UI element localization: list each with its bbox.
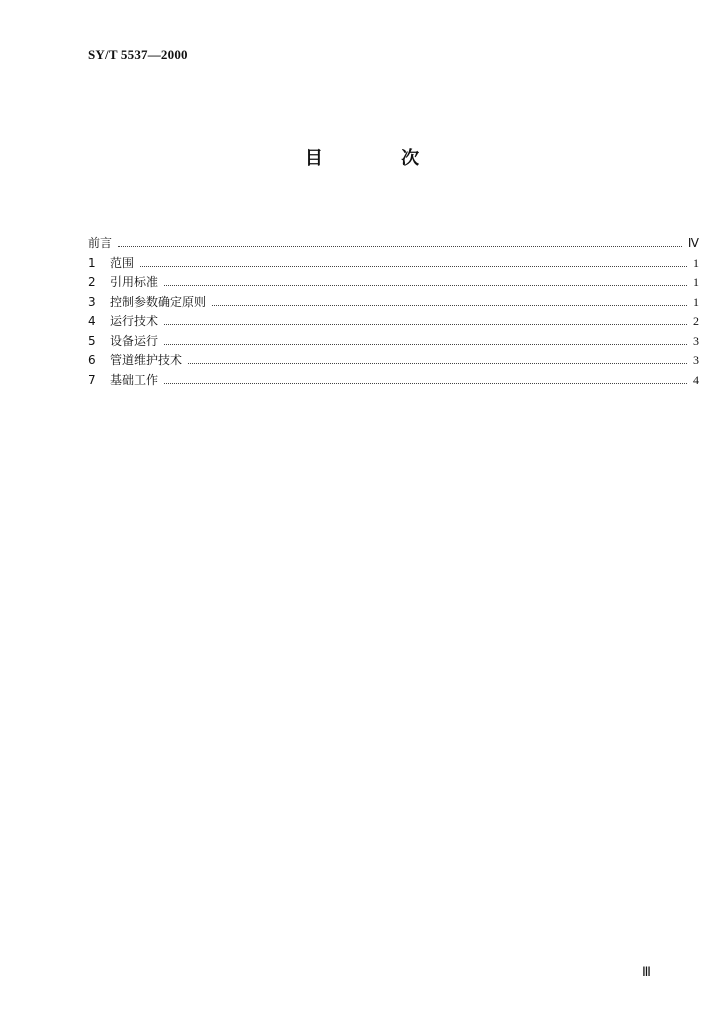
toc-entry-number: 3 — [88, 294, 96, 309]
dot-leader — [164, 323, 687, 325]
toc-entry-4[interactable] — [88, 312, 699, 332]
toc-entry-page: 2 — [693, 314, 699, 328]
toc-entry-label: 引用标准 — [110, 275, 159, 289]
toc-entry-label: 基础工作 — [110, 372, 159, 387]
toc-entry-number: 6 — [88, 353, 96, 367]
page-title: 目 次 — [304, 148, 456, 169]
toc-entry-page: 3 — [693, 353, 699, 367]
toc-entry-label: 设备运行 — [110, 333, 159, 348]
dot-leader — [140, 265, 687, 267]
toc-entry-number: 4 — [88, 314, 96, 328]
toc-entry-1[interactable] — [88, 254, 699, 274]
dot-leader — [212, 304, 687, 306]
toc-entry-label: 前言 — [88, 236, 113, 250]
toc-entry-label: 运行技术 — [110, 314, 159, 328]
toc-entry-preface[interactable] — [88, 234, 699, 254]
toc-entry-3[interactable] — [88, 293, 699, 313]
toc-entry-label: 管道维护技术 — [110, 353, 183, 367]
toc-entry-page: 3 — [693, 333, 699, 348]
toc-entry-page: 4 — [693, 372, 699, 387]
standard-code: SY/T 5537—2000 — [88, 47, 188, 62]
toc-entry-number: 2 — [88, 275, 96, 289]
dot-leader — [164, 382, 687, 384]
toc-entry-number: 7 — [88, 372, 96, 387]
toc-entry-6[interactable] — [88, 351, 699, 371]
toc-entry-7[interactable] — [88, 371, 699, 391]
dot-leader — [188, 362, 687, 364]
dot-leader — [118, 245, 682, 247]
toc-entry-page: Ⅳ — [687, 236, 699, 250]
dot-leader — [164, 284, 687, 286]
table-of-contents — [88, 234, 699, 390]
toc-entry-5[interactable] — [88, 332, 699, 352]
toc-entry-2[interactable] — [88, 273, 699, 293]
toc-entry-page: 1 — [693, 294, 699, 309]
toc-entry-label: 范围 — [110, 255, 135, 270]
dot-leader — [164, 343, 687, 345]
toc-entry-label: 控制参数确定原则 — [110, 294, 207, 309]
toc-entry-page: 1 — [693, 275, 699, 289]
page-number: Ⅲ — [642, 964, 651, 979]
toc-entry-number: 5 — [88, 333, 96, 348]
toc-entry-number: 1 — [88, 255, 96, 270]
toc-entry-page: 1 — [693, 255, 699, 270]
